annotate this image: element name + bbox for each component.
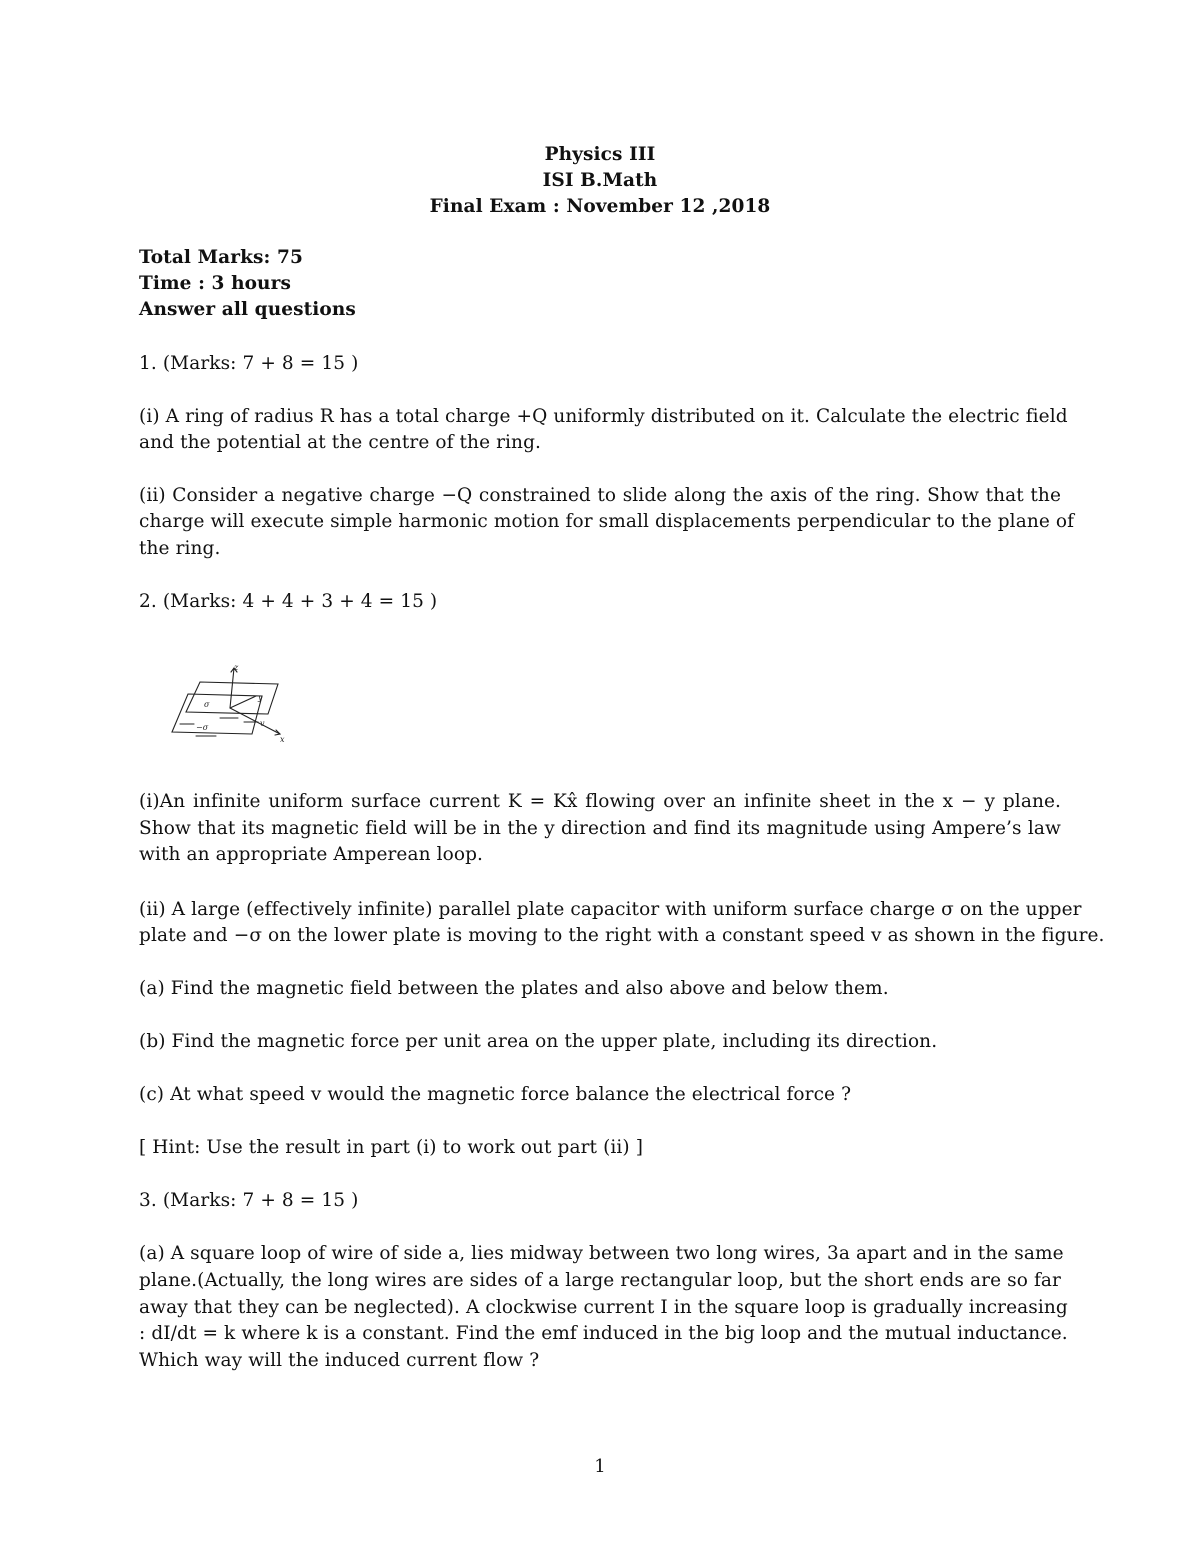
instruction: Answer all questions bbox=[139, 299, 356, 320]
q2-i-line2: Show that its magnetic field will be in the y direction and find its magnitude using Ampere’s law bbox=[139, 818, 1061, 839]
q2-hint: [ Hint: Use the result in part (i) to work out part (ii) ] bbox=[139, 1137, 644, 1158]
svg-text:σ: σ bbox=[204, 700, 210, 709]
svg-text:z: z bbox=[234, 663, 239, 672]
q2-ii-line1: (ii) A large (effectively infinite) parallel plate capacitor with uniform surface charge σ on the upper bbox=[139, 899, 1082, 920]
capacitor-sketch-figure bbox=[160, 660, 295, 746]
q3-a-line2: plane.(Actually, the long wires are sides of a large rectangular loop, but the short ends are so far bbox=[139, 1270, 1061, 1291]
q2-part-c: (c) At what speed v would the magnetic force balance the electrical force ? bbox=[139, 1084, 852, 1105]
exam-date: Final Exam : November 12 ,2018 bbox=[429, 196, 771, 217]
q1-marks: 1. (Marks: 7 + 8 = 15 ) bbox=[139, 353, 359, 374]
q2-part-b: (b) Find the magnetic force per unit area on the upper plate, including its direction. bbox=[139, 1031, 938, 1052]
total-marks: Total Marks: 75 bbox=[139, 247, 303, 268]
page-number: 1 bbox=[594, 1456, 606, 1477]
svg-text:x: x bbox=[280, 735, 285, 744]
program-title: ISI B.Math bbox=[542, 170, 658, 191]
q1-i-line1: (i) A ring of radius R has a total charge +Q uniformly distributed on it. Calculate the electric field bbox=[139, 406, 1068, 427]
q2-marks: 2. (Marks: 4 + 4 + 3 + 4 = 15 ) bbox=[139, 591, 438, 612]
svg-text:−σ: −σ bbox=[196, 723, 209, 732]
q1-ii-line1: (ii) Consider a negative charge −Q constrained to slide along the axis of the ring. Show that the bbox=[139, 485, 1061, 506]
q2-i-line1: (i)An infinite uniform surface current K = Kx̂ flowing over an infinite sheet in the x − y plane. bbox=[139, 791, 1061, 812]
q1-i-line2: and the potential at the centre of the ring. bbox=[139, 432, 541, 453]
q3-a-line1: (a) A square loop of wire of side a, lies midway between two long wires, 3a apart and in the same bbox=[139, 1243, 1064, 1264]
q3-a-line4: : dI/dt = k where k is a constant. Find the emf induced in the big loop and the mutual inductance. bbox=[139, 1323, 1068, 1344]
q2-part-a: (a) Find the magnetic field between the plates and also above and below them. bbox=[139, 978, 889, 999]
q3-marks: 3. (Marks: 7 + 8 = 15 ) bbox=[139, 1190, 359, 1211]
q3-a-line3: away that they can be neglected). A clockwise current I in the square loop is gradually increasing bbox=[139, 1297, 1068, 1318]
svg-text:v: v bbox=[260, 719, 265, 728]
svg-text:y: y bbox=[258, 693, 263, 702]
course-title: Physics III bbox=[544, 144, 656, 165]
q1-ii-line2: charge will execute simple harmonic motion for small displacements perpendicular to the plane of bbox=[139, 511, 1075, 532]
q2-i-line3: with an appropriate Amperean loop. bbox=[139, 844, 484, 865]
exam-time: Time : 3 hours bbox=[139, 273, 291, 294]
q1-ii-line3: the ring. bbox=[139, 538, 221, 559]
q3-a-line5: Which way will the induced current flow ? bbox=[139, 1350, 540, 1371]
q2-ii-line2: plate and −σ on the lower plate is moving to the right with a constant speed v as shown in the figure. bbox=[139, 925, 1105, 946]
